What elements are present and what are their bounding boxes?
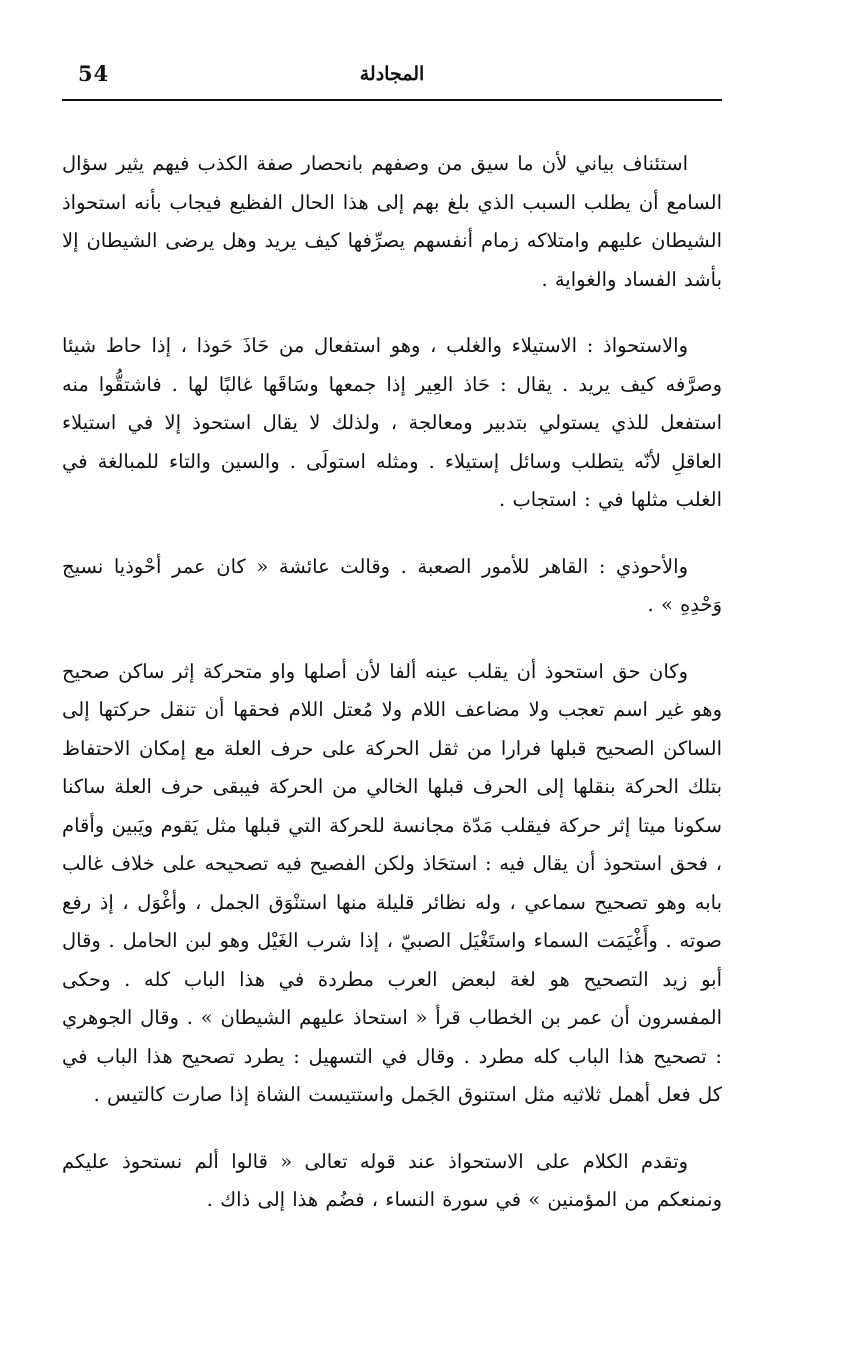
page-header — [62, 55, 722, 101]
paragraph-4: وكان حق استحوذ أن يقلب عينه ألفا لأن أصلها واو متحركة إثر ساكن صحيح وهو غير اسم تعجب ولا مضاعف اللام ولا مُعتل اللام فحقها أن تنقل حركتها إلى الساكن الصحيح قبلها فرارا من ثقل الحركة على حرف العلة مع إمكان الاحتفاظ بتلك الحركة بنقلها إلى الحرف قبلها الخالي من الحركة فيبقى حرف العلة ساكنا سكونا ميتا إثر حركة فيقلب مَدّة مجانسة للحركة التي قبلها مثل يَقوم ويَبين وأقام ، فحق استحوذ أن يقال فيه : استحَاذ ولكن الفصيح فيه تصحيحه على خلاف غالب بابه وهو تصحيح سماعي ، وله نظائر قليلة منها استنْوَق الجمل ، وأغْوَل ، إذ رفع صوته . وأَغْيَمَت السماء واستَغْيَل الصبيّ ، إذا شرب الغَيْل وهو لبن الحامل . وقال أبو زيد التصحيح هو لغة لبعض العرب مطردة في هذا الباب كله . وحكى المفسرون أن عمر بن الخطاب قرأ « استحاذ عليهم الشيطان » . وقال الجوهري : تصحيح هذا الباب كله مطرد . وقال في التسهيل : يطرد تصحيح هذا الباب في كل فعل أهمل ثلاثيه مثل استنوق الجَمل واستتيست الشاة إذا صارت كالتيس . — [62, 659, 722, 1106]
page-number: 54 — [78, 61, 110, 86]
paragraph-1: استئناف بياني لأن ما سيق من وصفهم بانحصار صفة الكذب فيهم يثير سؤال السامع أن يطلب السبب الذي بلغ بهم إلى هذا الحال الفظيع فيجاب بأنه استحواذ الشيطان عليهم وامتلاكه زمام أنفسهم يصرِّفها كيف يريد وهل يرضى الشيطان إلا بأشد الفساد والغواية . — [62, 152, 722, 291]
paragraph-5: وتقدم الكلام على الاستحواذ عند قوله تعالى « قالوا ألم نستحوذ عليكم ونمنعكم من المؤمنين » في سورة النساء ، فضُم هذا إلى ذاك . — [62, 1149, 722, 1211]
running-title: المجادلة — [359, 63, 425, 85]
paragraph-3: والأحوذي : القاهر للأمور الصعبة . وقالت عائشة « كان عمر أحْوذيا نسيج وَحْدِهِ » . — [62, 554, 722, 616]
paragraph-2: والاستحواذ : الاستيلاء والغلب ، وهو استفعال من حَاذَ حَوذا ، إذا حاط شيئا وصرَّفه كيف يريد . يقال : حَاذ العِير إذا جمعها وسَاقَها غالبًا لها . فاشتقُّوا منه استفعل للذي يستولي بتدبير ومعالجة ، ولذلك لا يقال استحوذ إلا في استيلاء العاقلِ لأنّه يتطلب وسائل إستيلاء . ومثله استولَى . والسين والتاء للمبالغة في الغلب مثلها في : استجاب . — [62, 334, 722, 511]
page-body — [62, 145, 722, 1248]
book-page — [62, 55, 722, 1211]
